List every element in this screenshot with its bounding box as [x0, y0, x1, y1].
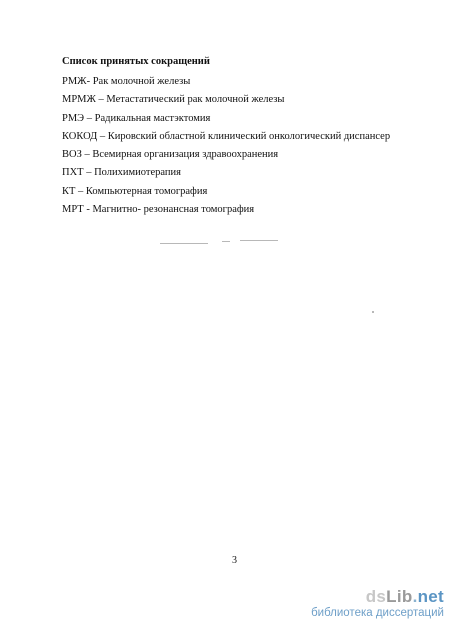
list-item: РМЭ – Радикальная мастэктомия	[62, 112, 211, 124]
page-number: 3	[232, 555, 237, 566]
scan-artifact-line	[222, 241, 230, 242]
abbreviation-list	[62, 75, 390, 221]
watermark-brand-dot: .	[412, 587, 418, 606]
scan-artifact-dot	[372, 311, 374, 313]
list-item: РМЖ- Рак молочной железы	[62, 76, 191, 87]
watermark-brand	[311, 588, 444, 606]
list-item: КТ – Компьютерная томография	[62, 185, 208, 197]
list-item: ВОЗ – Всемирная организация здравоохранения	[62, 149, 279, 161]
scan-artifact-line	[160, 243, 208, 244]
watermark-brand-net: net	[417, 587, 444, 606]
page-title: Список принятых сокращений	[62, 56, 210, 67]
list-item: КОКОД – Кировский областной клинический онкологический диспансер	[62, 130, 391, 142]
list-item: МРМЖ – Метастатический рак молочной железы	[62, 94, 285, 106]
watermark-brand-lib: Lib	[386, 587, 413, 606]
watermark-tagline: библиотека диссертаций	[311, 607, 444, 619]
watermark-brand-ds: ds	[365, 587, 387, 606]
list-item: ПХТ – Полихимиотерапия	[62, 167, 181, 179]
scan-artifact-line	[240, 240, 278, 241]
dslib-watermark-logo	[311, 588, 444, 620]
list-item: МРТ - Магнитно- резонансная томография	[62, 204, 255, 216]
